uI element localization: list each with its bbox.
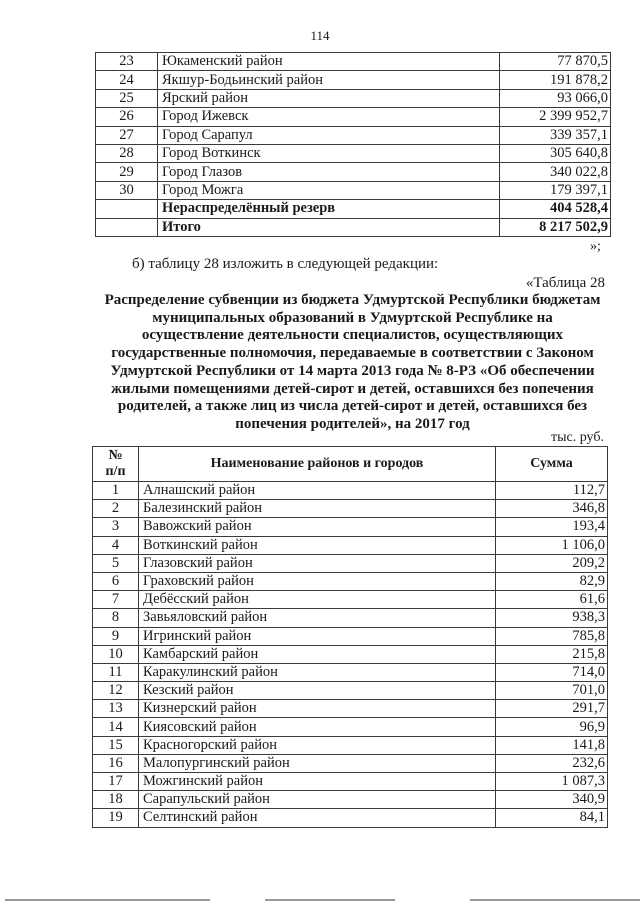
row-number: 1: [93, 482, 139, 500]
row-sum: 2 399 952,7: [500, 108, 611, 126]
row-name: Город Воткинск: [158, 144, 500, 162]
row-number: 11: [93, 663, 139, 681]
row-name: Якшур-Бодьинский район: [158, 71, 500, 89]
row-number: 14: [93, 718, 139, 736]
row-name: Дебёсский район: [139, 591, 496, 609]
table-row: [96, 71, 611, 89]
row-sum: 1 106,0: [496, 536, 608, 554]
table-row: [93, 663, 608, 681]
row-number: 4: [93, 536, 139, 554]
row-name: Завьяловский район: [139, 609, 496, 627]
row-sum: 179 397,1: [500, 181, 611, 199]
row-number: 23: [96, 53, 158, 71]
scan-edge-artifact: [5, 899, 210, 901]
row-sum: 82,9: [496, 572, 608, 590]
table-row: [93, 554, 608, 572]
table-row: [93, 609, 608, 627]
row-number: 5: [93, 554, 139, 572]
row-sum: 1 087,3: [496, 773, 608, 791]
row-sum: 84,1: [496, 809, 608, 827]
title-line: осуществление деятельности специалистов, осуществляющих: [141, 327, 564, 344]
row-sum: 701,0: [496, 682, 608, 700]
header-row: [93, 447, 608, 482]
table-row: [93, 754, 608, 772]
page-number: 114: [310, 28, 330, 43]
row-name: Камбарский район: [139, 645, 496, 663]
total-sum: 8 217 502,9: [500, 218, 611, 236]
table-row: [93, 700, 608, 718]
subsidy-table-28: [92, 446, 608, 828]
row-name: Воткинский район: [139, 536, 496, 554]
table-row: [93, 572, 608, 590]
row-sum: 305 640,8: [500, 144, 611, 162]
table-row: [93, 682, 608, 700]
row-number: 27: [96, 126, 158, 144]
table-label: «Таблица 28: [525, 275, 605, 291]
row-number: 29: [96, 163, 158, 181]
scan-edge-artifact: [470, 899, 640, 901]
row-number: 2: [93, 500, 139, 518]
table-row: [93, 809, 608, 827]
row-sum: 93 066,0: [500, 89, 611, 107]
row-number: 30: [96, 181, 158, 199]
amendment-paragraph: б) таблицу 28 изложить в следующей редакции:: [132, 256, 439, 272]
row-sum: 714,0: [496, 663, 608, 681]
row-number: 12: [93, 682, 139, 700]
row-number: 8: [93, 609, 139, 627]
row-name: Вавожский район: [139, 518, 496, 536]
row-name: Ярский район: [158, 89, 500, 107]
row-name: Игринский район: [139, 627, 496, 645]
table-row: [93, 773, 608, 791]
title-line: попечения родителей», на 2017 год: [235, 415, 470, 432]
row-number: 19: [93, 809, 139, 827]
table-row: [93, 536, 608, 554]
row-name: Балезинский район: [139, 500, 496, 518]
row-sum: 191 878,2: [500, 71, 611, 89]
closing-quote: »;: [590, 239, 601, 254]
table-row: [96, 181, 611, 199]
title-line: родителей, а также лиц из числа детей-сирот и детей, оставшихся без: [117, 398, 588, 415]
row-number: 28: [96, 144, 158, 162]
table-row: [96, 163, 611, 181]
table-row: [93, 500, 608, 518]
title-line: муниципальных образований в Удмуртской Республике на: [152, 309, 553, 326]
row-sum: 215,8: [496, 645, 608, 663]
row-number: 18: [93, 791, 139, 809]
row-name: Сарапульский район: [139, 791, 496, 809]
title-line: жилыми помещениями детей-сирот и детей, оставшихся без попечения: [111, 380, 594, 397]
table-row: [93, 482, 608, 500]
table-row: [93, 591, 608, 609]
row-number: 13: [93, 700, 139, 718]
row-name: Селтинский район: [139, 809, 496, 827]
row-number: 24: [96, 71, 158, 89]
reserve-sum: 404 528,4: [500, 200, 611, 218]
row-name: Алнашский район: [139, 482, 496, 500]
row-sum: 96,9: [496, 718, 608, 736]
row-name: Киясовский район: [139, 718, 496, 736]
header-sum: Сумма: [496, 447, 608, 482]
row-sum: 209,2: [496, 554, 608, 572]
subsidy-table-continuation: [95, 52, 611, 237]
row-name: Малопургинский район: [139, 754, 496, 772]
table-row: [96, 53, 611, 71]
row-number: 3: [93, 518, 139, 536]
header-name: Наименование районов и городов: [139, 447, 496, 482]
row-number: 25: [96, 89, 158, 107]
scan-edge-artifact: [265, 899, 395, 901]
row-name: Красногорский район: [139, 736, 496, 754]
table-row: [93, 518, 608, 536]
row-sum: 232,6: [496, 754, 608, 772]
row-sum: 340,9: [496, 791, 608, 809]
row-sum: 339 357,1: [500, 126, 611, 144]
reserve-row: [96, 200, 611, 218]
table-row: [96, 108, 611, 126]
row-name: Юкаменский район: [158, 53, 500, 71]
row-name: Каракулинский район: [139, 663, 496, 681]
title-line: Распределение субвенции из бюджета Удмуртской Республики бюджетам: [104, 292, 601, 308]
row-name: Город Сарапул: [158, 126, 500, 144]
row-name: Кезский район: [139, 682, 496, 700]
row-name: Кизнерский район: [139, 700, 496, 718]
title-line: государственные полномочия, передаваемые в соответствии с Законом: [111, 345, 594, 362]
table-row: [93, 791, 608, 809]
row-sum: 141,8: [496, 736, 608, 754]
row-sum: 938,3: [496, 609, 608, 627]
table-title: [90, 292, 615, 434]
table-row: [93, 736, 608, 754]
reserve-label: Нераспределённый резерв: [158, 200, 500, 218]
row-number: 7: [93, 591, 139, 609]
table-row: [96, 89, 611, 107]
table-row: [93, 718, 608, 736]
row-sum: 785,8: [496, 627, 608, 645]
table-row: [96, 126, 611, 144]
row-number: 15: [93, 736, 139, 754]
row-number: 9: [93, 627, 139, 645]
row-number: 6: [93, 572, 139, 590]
row-number: 26: [96, 108, 158, 126]
table-row: [93, 645, 608, 663]
units-label: тыс. руб.: [551, 430, 604, 445]
total-label: Итого: [158, 218, 500, 236]
table-row: [96, 144, 611, 162]
row-name: Глазовский район: [139, 554, 496, 572]
row-name: Город Глазов: [158, 163, 500, 181]
row-number: 16: [93, 754, 139, 772]
row-number: 17: [93, 773, 139, 791]
total-row: [96, 218, 611, 236]
row-sum: 112,7: [496, 482, 608, 500]
row-name: Можгинский район: [139, 773, 496, 791]
row-number: 10: [93, 645, 139, 663]
row-sum: 61,6: [496, 591, 608, 609]
title-line: Удмуртской Республики от 14 марта 2013 года № 8-РЗ «Об обеспечении: [110, 362, 595, 379]
row-sum: 346,8: [496, 500, 608, 518]
row-name: Город Ижевск: [158, 108, 500, 126]
row-sum: 340 022,8: [500, 163, 611, 181]
row-name: Граховский район: [139, 572, 496, 590]
row-sum: 291,7: [496, 700, 608, 718]
row-sum: 77 870,5: [500, 53, 611, 71]
table-row: [93, 627, 608, 645]
row-sum: 193,4: [496, 518, 608, 536]
row-name: Город Можга: [158, 181, 500, 199]
header-number: № п/п: [93, 447, 139, 482]
